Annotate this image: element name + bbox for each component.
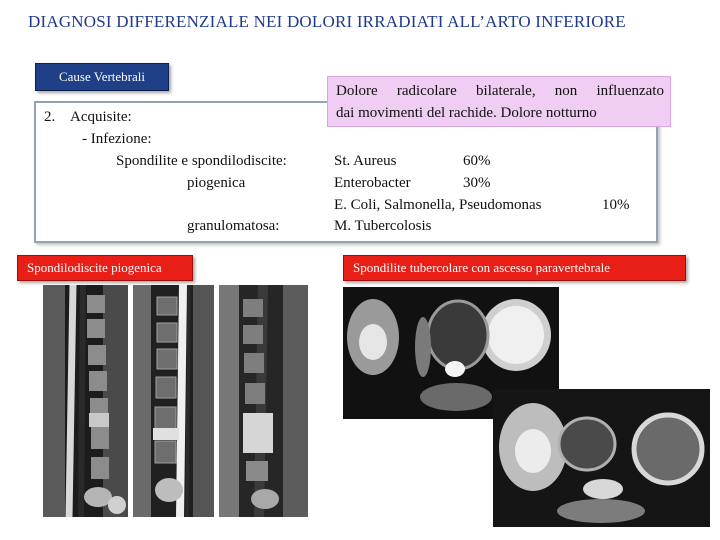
label-spondilodiscite-piogenica: Spondilodiscite piogenica bbox=[17, 255, 193, 281]
item-title: Acquisite: bbox=[70, 109, 132, 125]
subitem-infezione: - Infezione: bbox=[82, 131, 152, 147]
row2-label: piogenica bbox=[187, 175, 246, 191]
row1-label: Spondilite e spondilodiscite: bbox=[116, 153, 287, 169]
note-line-1 bbox=[336, 80, 670, 102]
note-callout bbox=[327, 76, 671, 127]
note-word: non bbox=[554, 83, 578, 99]
item-number: 2. bbox=[44, 109, 56, 125]
mri-sagittal-image-3 bbox=[219, 285, 308, 517]
section-button-cause-vertebrali[interactable]: Cause Vertebrali bbox=[35, 63, 169, 91]
row1-percent: 60% bbox=[463, 153, 491, 169]
row3-organism: E. Coli, Salmonella, Pseudomonas bbox=[334, 197, 542, 213]
row2-percent: 30% bbox=[463, 175, 491, 191]
note-line-2: dai movimenti del rachide. Dolore notturno bbox=[336, 105, 597, 121]
row1-organism: St. Aureus bbox=[334, 153, 397, 169]
mri-sagittal-image-1 bbox=[43, 285, 128, 517]
note-word: radicolare bbox=[396, 83, 457, 99]
row3-percent: 10% bbox=[602, 197, 630, 213]
slide-title: DIAGNOSI DIFFERENZIALE NEI DOLORI IRRADIATI ALL’ARTO INFERIORE bbox=[28, 12, 626, 31]
mri-axial-image-2 bbox=[493, 389, 710, 527]
label-spondilite-tubercolare: Spondilite tubercolare con ascesso paravertebrale bbox=[343, 255, 686, 281]
note-word: bilaterale, bbox=[476, 83, 536, 99]
row4-organism: M. Tubercolosis bbox=[334, 218, 432, 234]
mri-sagittal-image-2 bbox=[133, 285, 214, 517]
row2-organism: Enterobacter bbox=[334, 175, 411, 191]
note-word: Dolore bbox=[336, 83, 378, 99]
row4-label: granulomatosa: bbox=[187, 218, 280, 234]
note-word: influenzato bbox=[596, 83, 664, 99]
